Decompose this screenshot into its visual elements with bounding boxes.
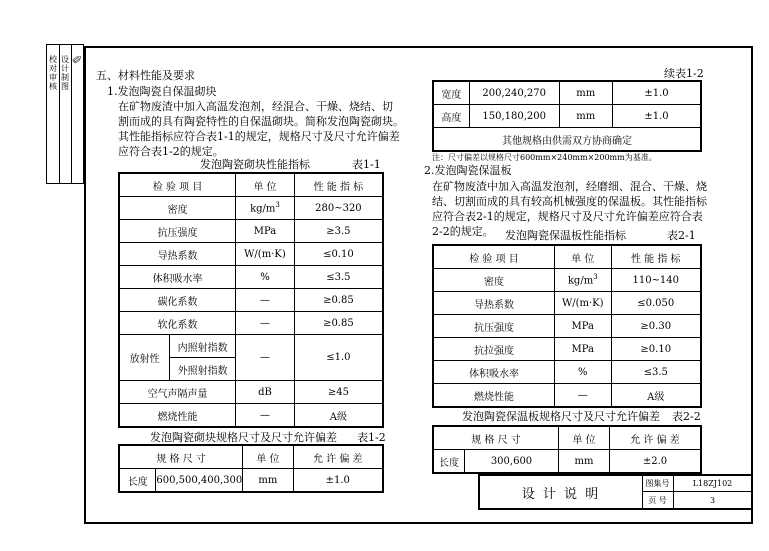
table-1-1 (118, 172, 384, 428)
signature-block (46, 44, 84, 184)
t1-row-value: ≥0.85 (294, 312, 383, 335)
t12-header-unit: 单 位 (243, 445, 293, 469)
t1-row-value: ≥45 (294, 381, 383, 404)
t1-row-unit: MPa (236, 220, 295, 243)
table1-title: 发泡陶瓷砌块性能指标 (200, 158, 310, 171)
t1-row-item: 抗压强度 (119, 220, 236, 243)
t22-header-unit: 单 位 (559, 426, 610, 450)
t21-row-unit: $kg/m^3$ (555, 269, 611, 292)
sub1-para-line-2: 割而成的具有陶瓷特性的自保温砌块。简称发泡陶瓷砌块。 (118, 115, 404, 128)
table-2-2 (432, 425, 702, 474)
t22-row-label: 长度 (433, 450, 465, 474)
t1-header-unit: 单 位 (236, 173, 295, 197)
t21-row-value: ≤0.050 (611, 292, 701, 315)
t1-row-item: 密度 (119, 197, 236, 220)
t22-row-unit: mm (559, 450, 610, 474)
sub1-title: 1.发泡陶瓷自保温砌块 (107, 85, 217, 98)
table1-number: 表1-1 (352, 158, 381, 171)
atlas-no-value: L18ZJ102 (674, 476, 751, 492)
sub1-para-line-1: 在矿物废渣中加入高温发泡剂，经混合、干燥、烧结、切 (118, 100, 393, 113)
cont-row-label: 高度 (433, 105, 469, 128)
cont-note-row: 其他规格由供需双方协商确定 (433, 128, 701, 152)
t1-row-unit: % (236, 266, 295, 289)
table12-title: 发泡陶瓷砌块规格尺寸及尺寸允许偏差 (150, 431, 337, 444)
t22-header-size: 规 格 尺 寸 (433, 426, 559, 450)
cont-row-unit: mm (559, 105, 612, 128)
table22-title: 发泡陶瓷保温板规格尺寸及尺寸允许偏差 (462, 410, 660, 423)
table21-title: 发泡陶瓷保温板性能指标 (505, 229, 626, 242)
table-2-1 (432, 244, 702, 408)
t1-row-item: 软化系数 (119, 312, 236, 335)
cont-row-unit: mm (559, 81, 612, 105)
t21-row-unit: W/(m·K) (555, 292, 611, 315)
sign-col-2: 设计制图 (61, 55, 69, 91)
t21-row-unit: MPa (555, 315, 611, 338)
t21-row-value: A级 (611, 384, 701, 408)
t1-row-value: A级 (294, 404, 383, 428)
t1-header-value: 性 能 指 标 (294, 173, 383, 197)
t1-row-value: ≥0.85 (294, 289, 383, 312)
handwritten-signature: ✎ (70, 55, 86, 66)
t21-row-item: 密度 (433, 269, 555, 292)
t12-row-label: 长度 (119, 469, 156, 493)
t1-row-unit: — (236, 404, 295, 428)
page-no-value: 3 (709, 495, 716, 505)
t1-row-unit: W/(m·K) (236, 243, 295, 266)
table-note: 注：尺寸偏差以规格尺寸600mm×240mm×200mm为基准。 (432, 153, 657, 162)
t1-row-value: ≤3.5 (294, 266, 383, 289)
t22-header-dev: 允 许 偏 差 (610, 426, 702, 450)
t1-row-item: 碳化系数 (119, 289, 236, 312)
t1-row-unit: dB (236, 381, 295, 404)
sub2-para-line-2: 结、切割而成的具有较高机械强度的保温板。其性能指标 (432, 195, 707, 208)
t21-row-item: 抗压强度 (433, 315, 555, 338)
sub2-title: 2.发泡陶瓷保温板 (424, 164, 512, 177)
t1-row-unit: — (236, 312, 295, 335)
t1-row-item: 空气声隔声量 (119, 381, 236, 404)
t1-radiation-sub2: 外照射指数 (170, 358, 236, 381)
page-no-label: 页 号 (642, 492, 674, 508)
t12-row-dev: ±1.0 (293, 469, 383, 493)
table22-number: 表2-2 (672, 410, 701, 423)
t21-header-unit: 单 位 (555, 245, 611, 269)
t21-row-value: ≥0.30 (611, 315, 701, 338)
table12-number: 表1-2 (357, 431, 386, 444)
t21-row-unit: MPa (555, 338, 611, 361)
t1-radiation-label: 放射性 (119, 335, 170, 381)
t21-row-value: ≥0.10 (611, 338, 701, 361)
t21-header-value: 性 能 指 标 (611, 245, 701, 269)
t1-row-value: ≥3.5 (294, 220, 383, 243)
sign-col-1: 校对审核 (49, 55, 57, 91)
t21-row-unit: — (555, 384, 611, 408)
sub2-para-line-3: 应符合表2-1的规定，规格尺寸及尺寸允许偏差应符合表 (432, 210, 703, 223)
sub2-para-line-4: 2-2的规定。 (432, 225, 494, 238)
t12-header-dev: 允 许 偏 差 (293, 445, 383, 469)
t21-row-item: 体积吸水率 (433, 361, 555, 384)
t1-radiation-unit: — (236, 335, 295, 381)
t12-row-unit: mm (243, 469, 293, 493)
t1-row-item: 燃烧性能 (119, 404, 236, 428)
section-title: 五、材料性能及要求 (96, 69, 195, 82)
sub1-para-line-3: 其性能指标应符合表1-1的规定，规格尺寸及尺寸允许偏差 (118, 130, 400, 143)
t1-row-item: 导热系数 (119, 243, 236, 266)
t21-row-item: 抗拉强度 (433, 338, 555, 361)
table-1-2 (118, 444, 384, 493)
t12-header-size: 规 格 尺 寸 (119, 445, 243, 469)
cont-table-title: 续表1-2 (664, 67, 704, 80)
cont-row-size: 150,180,200 (469, 105, 559, 128)
t12-row-size: 600,500,400,300 (156, 469, 243, 493)
t1-row-item: 体积吸水率 (119, 266, 236, 289)
t1-row-unit: — (236, 289, 295, 312)
t21-row-value: ≤3.5 (611, 361, 701, 384)
t1-row-value: ≤0.10 (294, 243, 383, 266)
t21-row-value: 110~140 (611, 269, 701, 292)
t1-row-value: 280~320 (294, 197, 383, 220)
t22-row-size: 300,600 (465, 450, 559, 474)
t1-radiation-value: ≤1.0 (294, 335, 383, 381)
atlas-no-label: 图集号 (642, 476, 674, 492)
t21-row-item: 导热系数 (433, 292, 555, 315)
t1-row-unit: $kg/m^3$ (236, 197, 295, 220)
t21-row-item: 燃烧性能 (433, 384, 555, 408)
sub2-para-line-1: 在矿物废渣中加入高温发泡剂，经磨细、混合、干燥、烧 (432, 180, 707, 193)
drawing-title: 设 计 说 明 (480, 476, 643, 508)
cont-row-size: 200,240,270 (469, 81, 559, 105)
title-block (478, 474, 753, 510)
cont-row-label: 宽度 (433, 81, 469, 105)
cont-row-dev: ±1.0 (612, 105, 701, 128)
t21-row-unit: % (555, 361, 611, 384)
cont-row-dev: ±1.0 (612, 81, 701, 105)
t1-header-item: 检 验 项 目 (119, 173, 236, 197)
table21-number: 表2-1 (667, 229, 696, 242)
sub1-para-line-4: 应符合表1-2的规定。 (118, 145, 224, 158)
t21-header-item: 检 验 项 目 (433, 245, 555, 269)
t1-radiation-sub1: 内照射指数 (170, 335, 236, 358)
table-1-2-continued (432, 80, 702, 152)
t22-row-dev: ±2.0 (610, 450, 702, 474)
